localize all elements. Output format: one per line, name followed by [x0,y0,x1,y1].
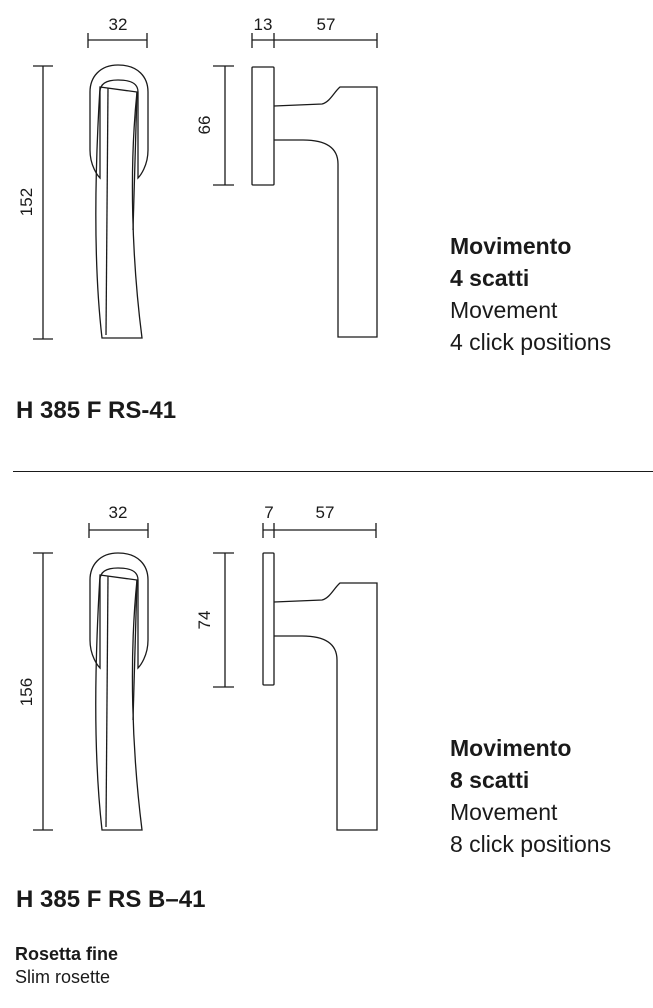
projection-label: 57 [315,503,335,522]
dimension-lines [33,523,376,830]
product-code: H 385 F RS-41 [16,397,177,424]
rosette-height-label: 74 [195,610,214,630]
projection-label: 57 [316,15,336,34]
movement-description [450,230,611,358]
dimension-lines [33,33,377,339]
movement-value-it: 8 scatti [450,767,530,793]
height-label: 156 [17,677,36,707]
rosette-height-label: 66 [195,115,214,135]
section-divider [13,471,653,472]
width-label: 32 [108,15,128,34]
handle-side-view [263,553,377,830]
handle-side-view [252,67,377,337]
rosette-thickness-label: 13 [253,15,273,34]
width-label: 32 [108,503,128,522]
rosette-note-it: Rosetta fine [15,944,119,964]
movement-title-en: Movement [450,799,558,825]
movement-value-en: 4 click positions [450,329,612,355]
rosette-note-en: Slim rosette [15,967,111,987]
height-label: 152 [17,187,36,217]
handle-front-view [90,553,148,830]
product-code: H 385 F RS B–41 [16,886,206,913]
movement-title-it: Movimento [450,735,572,761]
movement-title-en: Movement [450,297,558,323]
movement-title-it: Movimento [450,233,572,259]
movement-value-en: 8 click positions [450,831,612,857]
movement-description [450,732,611,860]
handle-front-view [90,65,148,338]
movement-value-it: 4 scatti [450,265,530,291]
rosette-thickness-label: 7 [264,503,274,522]
